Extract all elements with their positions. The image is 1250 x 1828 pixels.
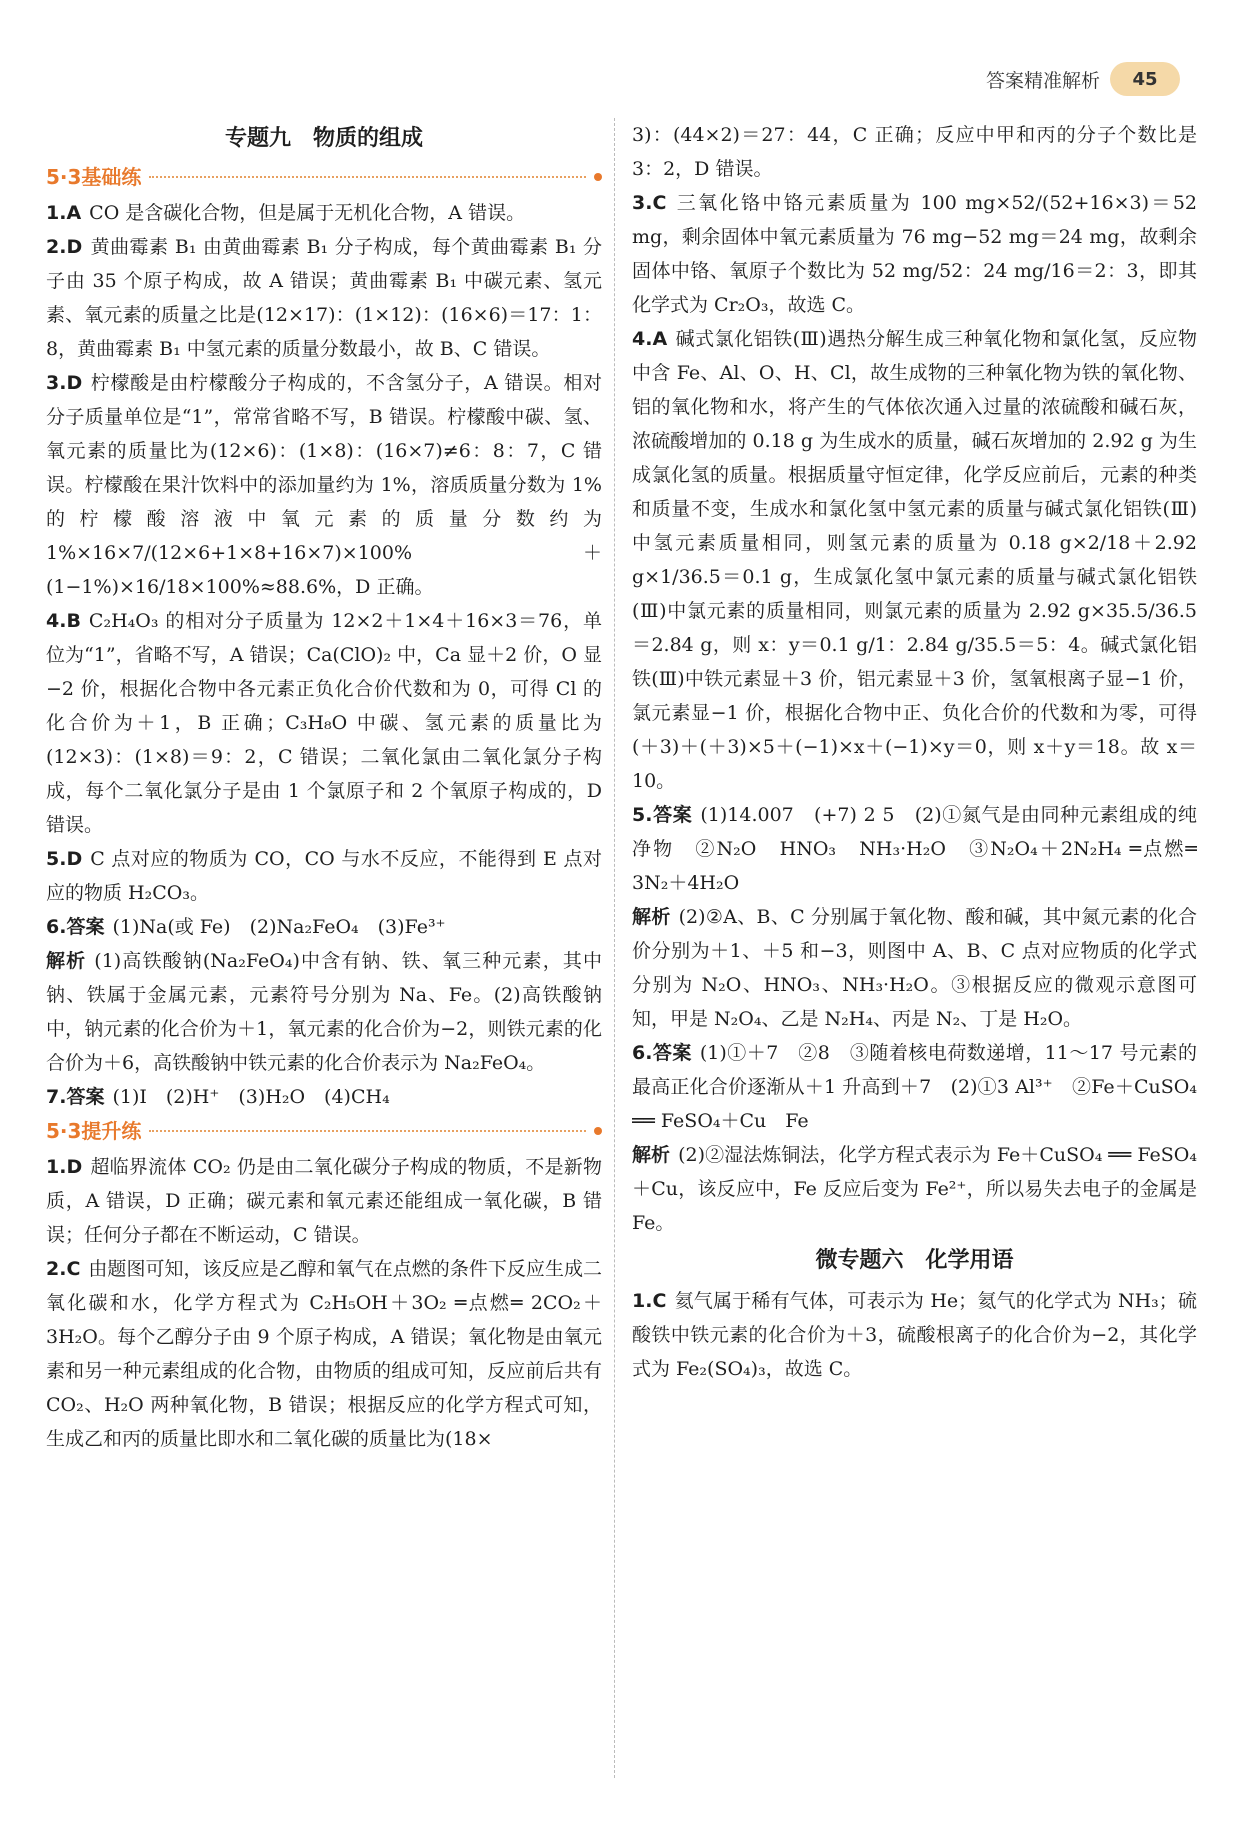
item-number: 4.A [632, 328, 668, 350]
advance-section-label: 5·3提升练 [46, 1119, 142, 1143]
item-number: 5.D [46, 848, 83, 870]
item-number: 1.C [632, 1290, 667, 1312]
item-text: 柠檬酸是由柠檬酸分子构成的，不含氢分子，A 错误。相对分子质量单位是“1”，常常省略不写，B 错误。柠檬酸中碳、氢、氧元素的质量比为(12×6)：(1×8)：(16×7)≠6：8：7，C 错误。柠檬酸在果汁饮料中的添加量约为 1%，溶质质量分数为 1% 的柠檬酸溶液中氧元素的质量分数约为 1%×16×7/(12×6+1×8+16×7)×100%＋(1−1%)×16/18×100%≈88.6%，D 正确。 [46, 372, 602, 598]
dotted-rule [149, 176, 586, 178]
answer-item [46, 230, 602, 366]
answer-item [632, 186, 1197, 322]
item-text: CO 是含碳化合物，但是属于无机化合物，A 错误。 [89, 202, 526, 224]
item-number: 3.C [632, 192, 667, 214]
item-text: 黄曲霉素 B₁ 由黄曲霉素 B₁ 分子构成，每个黄曲霉素 B₁ 分子由 35 个原子构成，故 A 错误；黄曲霉素 B₁ 中碳元素、氢元素、氧元素的质量之比是(12×17)：(1×12)：(16×6)＝17：1：8，黄曲霉素 B₁ 中氢元素的质量分数最小，故 B、C 错误。 [46, 236, 602, 360]
item-number: 4.B [46, 610, 81, 632]
answer-item [46, 1150, 602, 1252]
item-number: 5.答案 [632, 804, 693, 826]
analysis-item [46, 944, 602, 1080]
topic-title: 专题九 物质的组成 [224, 126, 423, 151]
right-column [632, 118, 1197, 1808]
answer-item [632, 798, 1197, 900]
answer-item [46, 196, 602, 230]
item-number: 6.答案 [46, 916, 105, 938]
answer-item [46, 366, 602, 604]
advance-section-header [46, 1116, 602, 1146]
answer-item [46, 1252, 602, 1456]
item-text: (2)②湿法炼铜法，化学方程式表示为 Fe＋CuSO₄ ══ FeSO₄＋Cu，该反应中，Fe 反应后变为 Fe²⁺，所以易失去电子的金属是 Fe。 [632, 1144, 1197, 1234]
item-text: C 点对应的物质为 CO，CO 与水不反应，不能得到 E 点对应的物质 H₂CO₃。 [46, 848, 602, 904]
basic-section-label: 5·3基础练 [46, 165, 142, 189]
item-text: 碱式氯化铝铁(Ⅲ)遇热分解生成三种氧化物和氯化氢，反应物中含 Fe、Al、O、H、Cl，故生成物的三种氧化物为铁的氧化物、铝的氧化物和水，将产生的气体依次通入过量的浓硫酸和碱石灰，浓硫酸增加的 0.18 g 为生成水的质量，碱石灰增加的 2.92 g 为生成氯化氢的质量。根据质量守恒定律，化学反应前后，元素的种类和质量不变，生成水和氯化氢中氢元素的质量与碱式氯化铝铁(Ⅲ)中氢元素质量相同，则氢元素的质量为 0.18 g×2/18＋2.92 g×1/36.5＝0.1 g，生成氯化氢中氯元素的质量与碱式氯化铝铁(Ⅲ)中氯元素的质量相同，则氯元素的质量为 2.92 g×35.5/36.5＝2.84 g，则 x：y＝0.1 g/1：2.84 g/35.5＝5：4。碱式氯化铝铁(Ⅲ)中铁元素显＋3 价，铝元素显＋3 价，氢氧根离子显−1 价，氯元素显−1 价，根据化合物中正、负化合价的代数和为零，可得(＋3)＋(＋3)×5＋(−1)×x＋(−1)×y＝0，则 x＋y＝18。故 x＝10。 [632, 328, 1197, 792]
answer-item [46, 910, 602, 944]
micro-topic-title: 微专题六 化学用语 [815, 1248, 1014, 1273]
item-number: 2.C [46, 1258, 81, 1280]
answer-item [46, 604, 602, 842]
item-number: 解析 [632, 906, 671, 928]
answer-item [46, 1080, 602, 1114]
item-text: 3)：(44×2)＝27：44，C 正确；反应中甲和丙的分子个数比是 3：2，D 错误。 [632, 124, 1197, 180]
answer-item [632, 1036, 1197, 1138]
item-number: 6.答案 [632, 1042, 692, 1064]
answer-item [632, 1284, 1197, 1386]
dot-icon [594, 173, 602, 181]
item-number: 7.答案 [46, 1086, 105, 1108]
item-number: 3.D [46, 372, 83, 394]
page-number-badge: 45 [1110, 62, 1180, 96]
analysis-item [632, 900, 1197, 1036]
item-text: (1)I (2)H⁺ (3)H₂O (4)CH₄ [112, 1086, 390, 1108]
item-number: 1.D [46, 1156, 83, 1178]
header-title: 答案精准解析 [985, 69, 1100, 92]
item-text: 由题图可知，该反应是乙醇和氧气在点燃的条件下反应生成二氧化碳和水，化学方程式为 C₂H₅OH＋3O₂ ═点燃═ 2CO₂＋3H₂O。每个乙醇分子由 9 个原子构成，A 错误；氧化物是由氧元素和另一种元素组成的化合物，由物质的组成可知，反应前后共有 CO₂、H₂O 两种氧化物，B 错误；根据反应的化学方程式可知，生成乙和丙的质量比即水和二氧化碳的质量比为(18× [46, 1258, 602, 1450]
item-text: (1)14.007 (+7) 2 5 (2)①氮气是由同种元素组成的纯净物 ②N₂O HNO₃ NH₃·H₂O ③N₂O₄＋2N₂H₄ ═点燃═ 3N₂＋4H₂O [632, 804, 1197, 894]
item-text: (1)高铁酸钠(Na₂FeO₄)中含有钠、铁、氧三种元素，其中钠、铁属于金属元素，元素符号分别为 Na、Fe。(2)高铁酸钠中，钠元素的化合价为＋1，氧元素的化合价为−2，则铁元素的化合价为＋6，高铁酸钠中铁元素的化合价表示为 Na₂FeO₄。 [46, 950, 602, 1074]
item-number: 1.A [46, 202, 82, 224]
item-text: 三氧化铬中铬元素质量为 100 mg×52/(52+16×3)＝52 mg，剩余固体中氧元素质量为 76 mg−52 mg＝24 mg，故剩余固体中铬、氧原子个数比为 52 mg/52：24 mg/16＝2：3，即其化学式为 Cr₂O₃，故选 C。 [632, 192, 1197, 316]
item-text: 氦气属于稀有气体，可表示为 He；氦气的化学式为 NH₃；硫酸铁中铁元素的化合价为＋3，硫酸根离子的化合价为−2，其化学式为 Fe₂(SO₄)₃，故选 C。 [632, 1290, 1197, 1380]
item-text: (1)Na(或 Fe) (2)Na₂FeO₄ (3)Fe³⁺ [112, 916, 446, 938]
page-header [986, 62, 1180, 96]
answer-item [46, 842, 602, 910]
left-column [46, 118, 602, 1808]
item-number: 解析 [46, 950, 87, 972]
answer-item [632, 118, 1197, 186]
item-text: (1)①＋7 ②8 ③随着核电荷数递增，11～17 号元素的最高正化合价逐渐从＋1 升高到＋7 (2)①3 Al³⁺ ②Fe＋CuSO₄ ══ FeSO₄＋Cu Fe [632, 1042, 1197, 1132]
item-text: (2)②A、B、C 分别属于氧化物、酸和碱，其中氮元素的化合价分别为＋1、＋5 和−3，则图中 A、B、C 点对应物质的化学式分别为 N₂O、HNO₃、NH₃·H₂O。③根据反应的微观示意图可知，甲是 N₂O₄、乙是 N₂H₄、丙是 N₂、丁是 H₂O。 [632, 906, 1197, 1030]
answer-item [632, 322, 1197, 798]
item-text: C₂H₄O₃ 的相对分子质量为 12×2＋1×4＋16×3＝76，单位为“1”，省略不写，A 错误；Ca(ClO)₂ 中，Ca 显＋2 价，O 显−2 价，根据化合物中各元素正负化合价代数和为 0，可得 Cl 的化合价为＋1，B 正确；C₃H₈O 中碳、氢元素的质量比为(12×3)：(1×8)＝9：2，C 错误；二氧化氯由二氧化氯分子构成，每个二氧化氯分子是由 1 个氯原子和 2 个氧原子构成的，D 错误。 [46, 610, 602, 836]
analysis-item [632, 1138, 1197, 1240]
dotted-rule [149, 1130, 586, 1132]
item-number: 2.D [46, 236, 83, 258]
item-text: 超临界流体 CO₂ 仍是由二氧化碳分子构成的物质，不是新物质，A 错误，D 正确；碳元素和氧元素还能组成一氧化碳，B 错误；任何分子都在不断运动，C 错误。 [46, 1156, 602, 1246]
item-number: 解析 [632, 1144, 671, 1166]
column-divider [614, 118, 615, 1778]
basic-section-header [46, 162, 602, 192]
dot-icon [594, 1127, 602, 1135]
